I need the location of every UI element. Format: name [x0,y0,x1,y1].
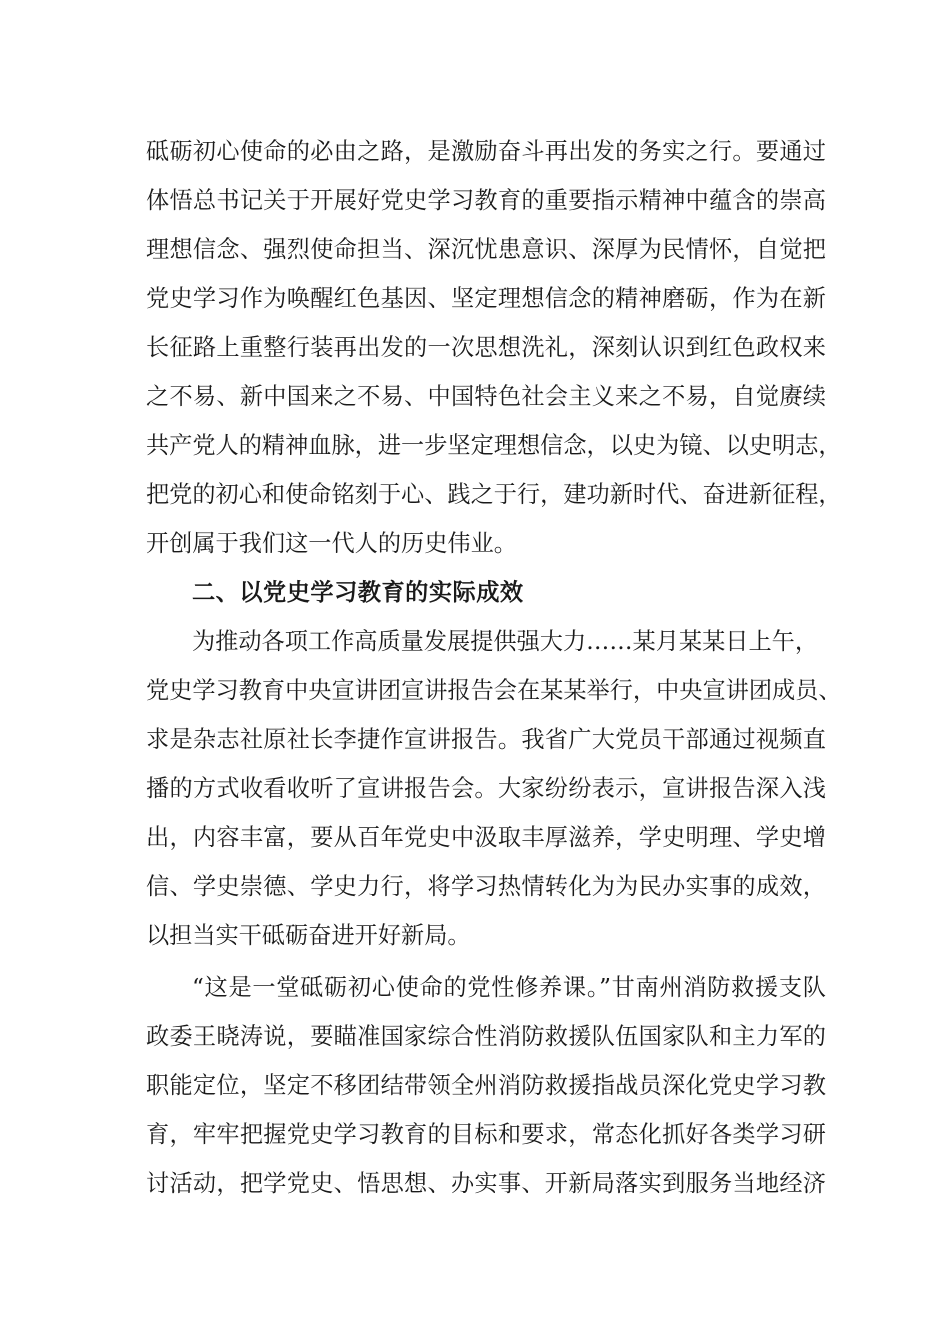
paragraph-1-line-5: 长征路上重整行装再出发的一次思想洗礼，深刻认识到红色政权来 [146,334,826,361]
paragraph-1-line-9: 开创属于我们这一代人的历史伟业。 [146,530,517,557]
paragraph-1-line-4: 党史学习作为唤醒红色基因、坚定理想信念的精神磨砺，作为在新 [146,285,826,312]
paragraph-2-line-3: 求是杂志社原社长李捷作宣讲报告。我省广大党员干部通过视频直 [146,726,826,753]
section-heading: 二、以党史学习教育的实际成效 [192,579,524,606]
paragraph-1-line-2: 体悟总书记关于开展好党史学习教育的重要指示精神中蕴含的崇高 [146,187,826,214]
paragraph-1-line-1: 砥砺初心使命的必由之路，是激励奋斗再出发的务实之行。要通过 [146,138,826,165]
paragraph-2-line-2: 党史学习教育中央宣讲团宣讲报告会在某某举行，中央宣讲团成员、 [146,677,842,704]
paragraph-1-line-7: 共产党人的精神血脉，进一步坚定理想信念，以史为镜、以史明志， [146,432,842,459]
paragraph-3-line-5: 讨活动，把学党史、悟思想、办实事、开新局落实到服务当地经济 [146,1170,826,1197]
paragraph-3-line-3: 职能定位，坚定不移团结带领全州消防救援指战员深化党史学习教 [146,1072,826,1099]
paragraph-3-line-2: 政委王晓涛说，要瞄准国家综合性消防救援队伍国家队和主力军的 [146,1023,826,1050]
paragraph-2-line-7: 以担当实干砥砺奋进开好新局。 [146,922,471,949]
paragraph-1-line-6: 之不易、新中国来之不易、中国特色社会主义来之不易，自觉赓续 [146,383,826,410]
paragraph-2-line-4: 播的方式收看收听了宣讲报告会。大家纷纷表示，宣讲报告深入浅 [146,775,826,802]
paragraph-3-line-1: “这是一堂砥砺初心使命的党性修养课。”甘南州消防救援支队 [192,974,826,1001]
paragraph-3-line-4: 育，牢牢把握党史学习教育的目标和要求，常态化抓好各类学习研 [146,1121,826,1148]
paragraph-2-line-5: 出，内容丰富，要从百年党史中汲取丰厚滋养，学史明理、学史增 [146,824,826,851]
paragraph-1-line-3: 理想信念、强烈使命担当、深沉忧患意识、深厚为民情怀，自觉把 [146,236,826,263]
paragraph-1-line-8: 把党的初心和使命铭刻于心、践之于行，建功新时代、奋进新征程， [146,481,842,508]
paragraph-2-line-6: 信、学史崇德、学史力行，将学习热情转化为为民办实事的成效， [146,873,826,900]
paragraph-2-line-1: 为推动各项工作高质量发展提供强大力……某月某某日上午， [192,628,819,655]
